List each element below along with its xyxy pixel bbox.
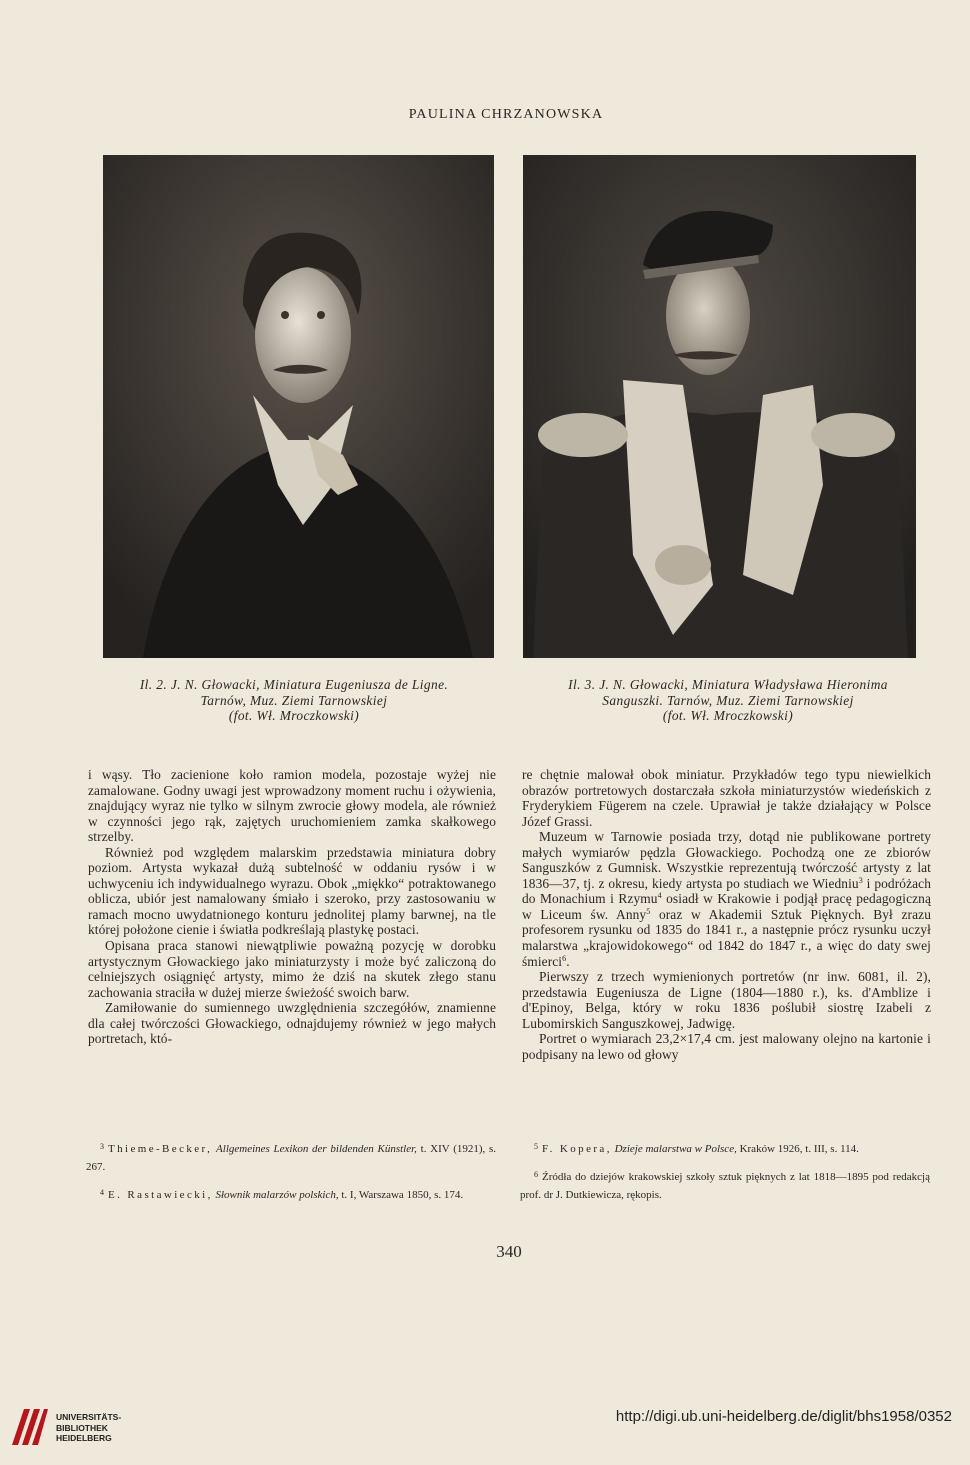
text-column-left xyxy=(88,767,496,1047)
footnote-4 xyxy=(86,1184,496,1204)
paragraph: Portret o wymiarach 23,2×17,4 cm. jest malowany olejno na kartonie i podpisany na lewo od głowy xyxy=(522,1031,931,1062)
footnote-author: F. Kopera, xyxy=(542,1143,612,1155)
footnote-ref: 5 xyxy=(646,906,651,916)
footnote-number: 6 xyxy=(534,1170,538,1179)
page-number: 340 xyxy=(496,1242,522,1261)
footnote-text: Źródła do dziejów krakowskiej szkoły sztuk pięknych z lat 1818—1895 pod redakcją prof. dr J. Dutkiewicza, rękopis. xyxy=(520,1171,930,1201)
caption-line: (fot. Wł. Mroczkowski) xyxy=(228,708,360,723)
footnote-3 xyxy=(86,1138,496,1176)
caption-line: Sanguszki. Tarnów, Muz. Ziemi Tarnowskiej xyxy=(602,692,854,708)
text-run: i podróżach do Monachium i Rzymu xyxy=(522,875,931,907)
caption-line: (fot. Wł. Mroczkowski) xyxy=(662,708,794,723)
footnote-ref: 4 xyxy=(657,891,662,901)
footnote-5 xyxy=(520,1138,930,1158)
text-column-right xyxy=(522,767,931,1062)
footnotes-right xyxy=(520,1138,930,1212)
source-url-link[interactable]: http://digi.ub.uni-heidelberg.de/diglit/bhs1958/0352 xyxy=(615,1408,952,1425)
footnote-title: Allgemeines Lexikon der bildenden Künstler, xyxy=(216,1143,417,1155)
footnote-title: Słownik malarzów polskich, xyxy=(215,1189,339,1201)
figure-portrait-sanguszko xyxy=(523,155,916,658)
running-head: PAULINA CHRZANOWSKA xyxy=(408,107,604,122)
footnote-ref: 3 xyxy=(858,875,863,885)
university-library-logo-icon xyxy=(10,1405,50,1447)
library-name-line: UNIVERSITÄTS- xyxy=(56,1412,122,1422)
text-run: . xyxy=(566,953,570,969)
portrait-sanguszko-image xyxy=(523,155,916,658)
footnote-author: Thieme-Becker, xyxy=(108,1143,213,1155)
figure-caption-left xyxy=(84,677,504,724)
caption-line: Tarnów, Muz. Ziemi Tarnowskiej xyxy=(200,692,388,708)
caption-line: Il. 3. J. N. Głowacki, Miniatura Władysława Hieronima xyxy=(568,677,888,692)
footnote-rest: Kraków 1926, t. III, s. 114. xyxy=(739,1143,859,1155)
library-name-line: HEIDELBERG xyxy=(56,1433,112,1443)
paragraph: re chętnie malował obok miniatur. Przykładów tego typu niewielkich obrazów portretowych dostarczała szkoła miniaturzystów wiedeńskich z Fryderykiem Fügerem na czele. Uprawiał je także działający w Polsce Józef Grassi. xyxy=(522,767,931,829)
paragraph: i wąsy. Tło zacienione koło ramion modela, pozostaje wyżej nie zamalowane. Godny uwagi jest wprowadzony moment ruchu i ożywienia, znajdujący wyraz nie tylko w silnym zwrocie głowy modela, ale również w czynności jego rąk, zajętych uruchomieniem zamka skałkowego strzelby. xyxy=(88,767,496,845)
portrait-de-ligne-image xyxy=(103,155,494,658)
caption-line: Il. 2. J. N. Głowacki, Miniatura Eugeniusza de Ligne. xyxy=(139,677,449,692)
paragraph: Opisana praca stanowi niewątpliwie poważną pozycję w dorobku artystycznym Głowackiego jako miniaturzysty i może być zaliczoną do celniejszych osiągnięć artysty, mimo że dziś na skutek złego stanu zachowania straciła w dużej mierze świeżość swoich barw. xyxy=(88,938,496,1000)
footnote-title: Dzieje malarstwa w Polsce, xyxy=(614,1143,737,1155)
paragraph: Również pod względem malarskim przedstawia miniatura dobry poziom. Artysta wykazał dużą subtelność w oddaniu rysów i w uchwyceniu ich indywidualnego wyrazu. Obok „miękko“ potraktowanego oblicza, ubiór jest namalowany śmiało i szeroko, przy zastosowaniu w ramach mocno uwydatnionego konturu jednolitej plamy barwnej, na tle której położone cienie i światła podkreślają plastykę postaci. xyxy=(88,844,496,938)
footnote-number: 3 xyxy=(100,1142,104,1151)
footnote-rest: t. XIV (1921), s. 267. xyxy=(86,1143,497,1173)
figure-caption-right xyxy=(518,677,938,724)
figure-portrait-de-ligne xyxy=(103,155,494,658)
footnote-rest: t. I, Warszawa 1850, s. 174. xyxy=(341,1189,464,1201)
library-name xyxy=(56,1412,121,1444)
footnote-ref: 6 xyxy=(562,953,567,963)
library-name-line: BIBLIOTHEK xyxy=(56,1422,108,1433)
footnote-6 xyxy=(520,1166,930,1204)
footnote-author: E. Rastawiecki, xyxy=(108,1189,213,1201)
paragraph xyxy=(522,829,931,969)
footnote-number: 4 xyxy=(100,1188,104,1197)
text-run: Muzeum w Tarnowie posiada trzy, dotąd nie publikowane portrety małych wymiarów pędzla Głowackiego. Pochodzą one ze zbiorów Sanguszków z Gumnisk. Wszystkie reprezentują twórczość artysty z lat 1836—37, tj. z okresu, kiedy artysta po studiach we Wiedniu xyxy=(522,829,931,891)
footnote-number: 5 xyxy=(534,1142,538,1151)
paragraph: Zamiłowanie do sumiennego uwzględnienia szczegółów, znamienne dla całej twórczości Głowackiego, odnajdujemy również w jego małych portretach, któ- xyxy=(88,1000,496,1047)
footnotes-left xyxy=(86,1138,496,1212)
text-run: oraz w Akademii Sztuk Pięknych. Był zrazu profesorem rysunku od 1835 do 1841 r., a następnie prócz rysunku uczył malarstwa „krajowidokowego“ od 1842 do 1847 r., a więc do daty swej śmierci xyxy=(522,906,931,969)
text-run: osiadł w Krakowie i podjął pracę pedagogiczną w Liceum św. Anny xyxy=(522,891,932,922)
paragraph: Pierwszy z trzech wymienionych portretów (nr inw. 6081, il. 2), przedstawia Eugeniusza de Ligne (1804—1880 r.), ks. d'Amblize i d'Epinoy, Belga, który w roku 1836 poślubił siostrę Izabeli z Lubomirskich Sanguszkowej, Jadwigę. xyxy=(522,969,931,1031)
